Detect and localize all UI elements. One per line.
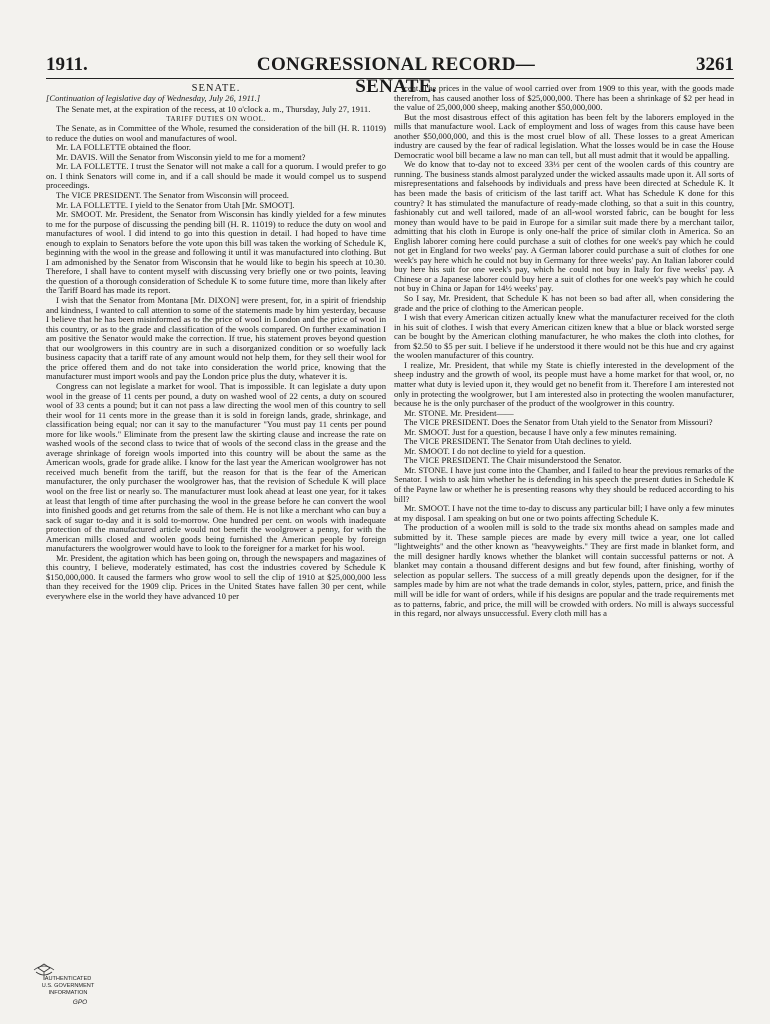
paragraph: The VICE PRESIDENT. The Senator from Wisconsin will proceed.	[56, 190, 289, 201]
header-year: 1911.	[46, 54, 88, 75]
paragraph: The VICE PRESIDENT. The Senator from Utah declines to yield.	[404, 436, 632, 447]
paragraph: I realize, Mr. President, that while my State is chiefly interested in the development of the sheep industry and the growth of wool, its people must have a home market for that wool, or, no matter what duty is levied upon it, they would get no benefit from it. Therefore I am interested not only in protecting the woolgrower, but I am interested also in protecting the woolen manufacturer, because he is the only purchaser of the product of the woolgrower in this country.	[394, 359, 734, 409]
paragraph: Mr. SMOOT. Just for a question, because I have only a few minutes remaining.	[404, 426, 677, 437]
paragraph: Mr. DAVIS. Will the Senator from Wisconsin yield to me for a moment?	[56, 151, 306, 162]
paragraph: Congress can not legislate a market for wool. That is impossible. It can legislate a duty upon wool in the grease of 11 cents per pound, a duty on washed wool of 22 cents, a duty on scoured wool of 33 cents a pound; but it can not pass a law directing the wool men of this country to sell their wool for 11 cents more in the grease than it is sold in foreign lands, grade, shrinkage, and classification being equal; nor can it say to the manufacturer "You must pay 11 cents per pound more for like wools." Eliminate from the present law the skirting clause and increase the rate on washed wools of the second class to twice that of wools of the second class in the grease and the average shrinkage of foreign wools imported into this country will be about the same as the American wools, grade for grade alike. I know for the last year the American woolgrower has not received much benefit from the tariff, but the reason for that is the fear of the American manufacturer, the only purchaser the woolgrower has, that the revision of Schedule K will place wool on the free list or nearly so. The manufacturer must look ahead at least one year, for it takes at least that length of time after purchasing the wool in the grease before he can convert the wool into finished goods and get returns from the sale of them. He is not like a merchant who can buy a sack of sugar to-day and it is sold to-morrow. One hundred per cent. on wools with inadequate protection of the manufactured article would not benefit the woolgrower a penny, for with the American mills closed and woolen goods being furnished the American people by foreign manufacturers the woolgrower would have to look to the foreigner for a market for his wool.	[46, 380, 386, 554]
page-header	[46, 52, 734, 97]
paragraph: Mr. LA FOLLETTE obtained the floor.	[56, 142, 191, 153]
header-page-number: 3261	[696, 54, 734, 75]
seal-line-3: INFORMATION	[48, 990, 88, 996]
paragraph: Mr. SMOOT. I do not decline to yield for a question.	[404, 445, 586, 456]
seal-line-2: U.S. GOVERNMENT	[41, 983, 95, 989]
paragraph: The Senate, as in Committee of the Whole, resumed the consideration of the bill (H. R. 11019) to reduce the duties on wool and manufactures of wool.	[46, 123, 386, 143]
paragraph: Mr. LA FOLLETTE. I trust the Senator will not make a call for a quorum. I would prefer to go on. I think Senators will come in, and if a call should be made it would compel us to suspend proceedings.	[46, 161, 386, 191]
paragraph: But the most disastrous effect of this agitation has been felt by the laborers employed in the mills that manufacture wool. Lack of employment and loss of wages from this cause have been another $50,000,000, and this is the most cruel blow of all. These losses to a great American industry are caused by the fear of radical legislation. What the losses would be in case the House Democratic wool bill became a law no man can tell, but all must admit that it would be appalling.	[394, 111, 734, 160]
seal-line-1: AUTHENTICATED	[44, 976, 92, 982]
header-title: CONGRESSIONAL RECORD—SENATE.	[256, 54, 536, 97]
paragraph: Mr. President, the agitation which has been going on, through the newspapers and magazines of this country, I believe, moderately estimated, has cost the industries covered by Schedule K $150,000,000. It caused the farmers who grow wool to sell the clip of 1910 at $25,000,000 less than they received for the 1909 clip. Prices in the United States have fallen 30 per cent, while everywhere else in the world they have advanced 10 per	[46, 552, 386, 601]
paragraph: Mr. SMOOT. Mr. President, the Senator from Wisconsin has kindly yielded for a few minutes to me for the purpose of discussing the pending bill (H. R. 11019) to reduce the duty on wool and manufactures of wool. I did intend to go into this question in detail. I had hoped to have time enough to explain to Senators before the vote upon this bill was taken the working of Schedule K, beginning with the wool in the grease and following it until it was manufactured into clothing. But I am admonished by the Senator from Wisconsin that he would like to begin his speech at 10.30. Therefore, I shall have to content myself with discussing very briefly one or two points, leaving the question of a thorough consideration of Schedule K to some future time, more than likely after the Tariff Board has made its report.	[46, 209, 386, 296]
paragraph: I wish that the Senator from Montana [Mr. DIXON] were present, for, in a spirit of friendship and kindness, I wanted to call attention to some of the statements made by him yesterday, because I believe that he has been misinformed as to the price of wool in London and the price of wool in this country, or as to the grade and classification of the wools compared. On further examination I am positive the Senator would make the correction. If true, his statement proves beyond question that our woolgrowers in this country are in such a disorganized condition or so woefully lack business capacity that a tariff rate of any amount would not help them, for they sell their wool for the price offered them and do not take into consideration the world price, knowing that the manufacturer must import wools and pay the London price plus the duty, whatever it is.	[46, 295, 386, 382]
right-column	[394, 84, 734, 956]
left-column	[46, 84, 386, 956]
paragraph: I wish that every American citizen actually knew what the manufacturer received for the cloth in his suit of clothes. I wish that every American citizen knew that a blue or black worsted serge can be bought by the American clothing manufacturer, he who makes the cloth into clothes, for from $2.50 to $5 per suit. I believe if he understood it there would not be this hue and cry against the woolen manufacturer of this country.	[394, 312, 734, 361]
paragraph: The Senate met, at the expiration of the recess, at 10 o'clock a. m., Thursday, July 27, 1911.	[56, 104, 371, 115]
gpo-authentication-seal-icon	[30, 960, 106, 1012]
paragraph: cent. The prices in the value of wool carried over from 1909 to this year, with the goods made therefrom, has caused another loss of $25,000,000. There has been a shrinkage of $2 per head in the value of 25,000,000 sheep, making another $50,000,000.	[394, 84, 734, 113]
seal-line-4: GPO	[72, 999, 88, 1006]
paragraph: So I say, Mr. President, that Schedule K has not been so bad after all, when considering the grade and the price of clothing to the American people.	[394, 293, 734, 313]
continuation-note: [Continuation of legislative day of Wednesday, July 26, 1911.]	[46, 92, 261, 103]
paragraph: We do know that to-day not to exceed 33⅓ per cent of the woolen cards of this country are running. The business stands almost paralyzed under the wicked assaults made upon it. All sorts of misrepresentations and falsehoods by individuals and press have been directed at Schedule K. It has been made the basis of criticism of the last tariff act. What has Schedule K done for this country? It has stimulated the manufacture of ready-made clothing, so that a suit in this country, fashionably cut and well tailored, made of an all-wool worsted fabric, can be bought for less money than would have to be paid in Europe for a similar suit made there by a merchant tailor, admitting that his cloth in Europe is only one-half the price of similar cloth in America. So an English laborer coming here could purchase a suit of clothes for one week's pay which he could not get in England for two weeks' pay. A German laborer could purchase a suit of clothes for one week's pay here which he could not buy in Germany for three weeks' pay. An Italian laborer could buy here his suit for one week's pay, which he could not buy in Italy for five weeks' pay. A Chinese or a Japanese laborer could buy here a suit of clothes for one week's pay which he could not buy in China or Japan for 14½ weeks' pay.	[394, 159, 734, 294]
paragraph: The production of a woolen mill is sold to the trade six months ahead on samples made and submitted by it. These sample pieces are made by every mill twice a year, one lot called "lightweights" and the other known as "heavyweights." They are first made in blanket form, and the mill designer hardly knows whether the blanket will contain successful patterns or not. A blanket may contain a thousand different designs and but few found, after finishing, worthy of selection as popular sellers. The success of a mill greatly depends upon the designer, for if the samples made by him are not what the trade demands in color, styles, pattern, price, and finish the mill will be idle for want of orders, while if his designs are popular and the trade requirements met as to patterns, fabric, and price, the mill will be crowded with orders. No mill is always successful in this regard, nor always unsuccessful. Every cloth mill has a	[394, 522, 734, 619]
paragraph: The VICE PRESIDENT. Does the Senator from Utah yield to the Senator from Missouri?	[404, 417, 713, 428]
paragraph: Mr. STONE. Mr. President——	[404, 407, 514, 418]
paragraph: The VICE PRESIDENT. The Chair misunderstood the Senator.	[404, 455, 622, 466]
paragraph: Mr. SMOOT. I have not the time to-day to discuss any particular bill; I have only a few minutes at my disposal. I am speaking on but one or two points affecting Schedule K.	[394, 503, 734, 523]
subheading: TARIFF DUTIES ON WOOL.	[166, 114, 266, 123]
section-title: SENATE.	[191, 84, 241, 94]
paragraph: Mr. STONE. I have just come into the Chamber, and I failed to hear the previous remarks of the Senator. I wish to ask him whether he is defending in his speech the present duties in Schedule K of the Payne law or whether he is presenting reasons why they should be reduced according to his bill?	[394, 464, 734, 504]
paragraph: Mr. LA FOLLETTE. I yield to the Senator from Utah [Mr. SMOOT].	[56, 199, 295, 210]
